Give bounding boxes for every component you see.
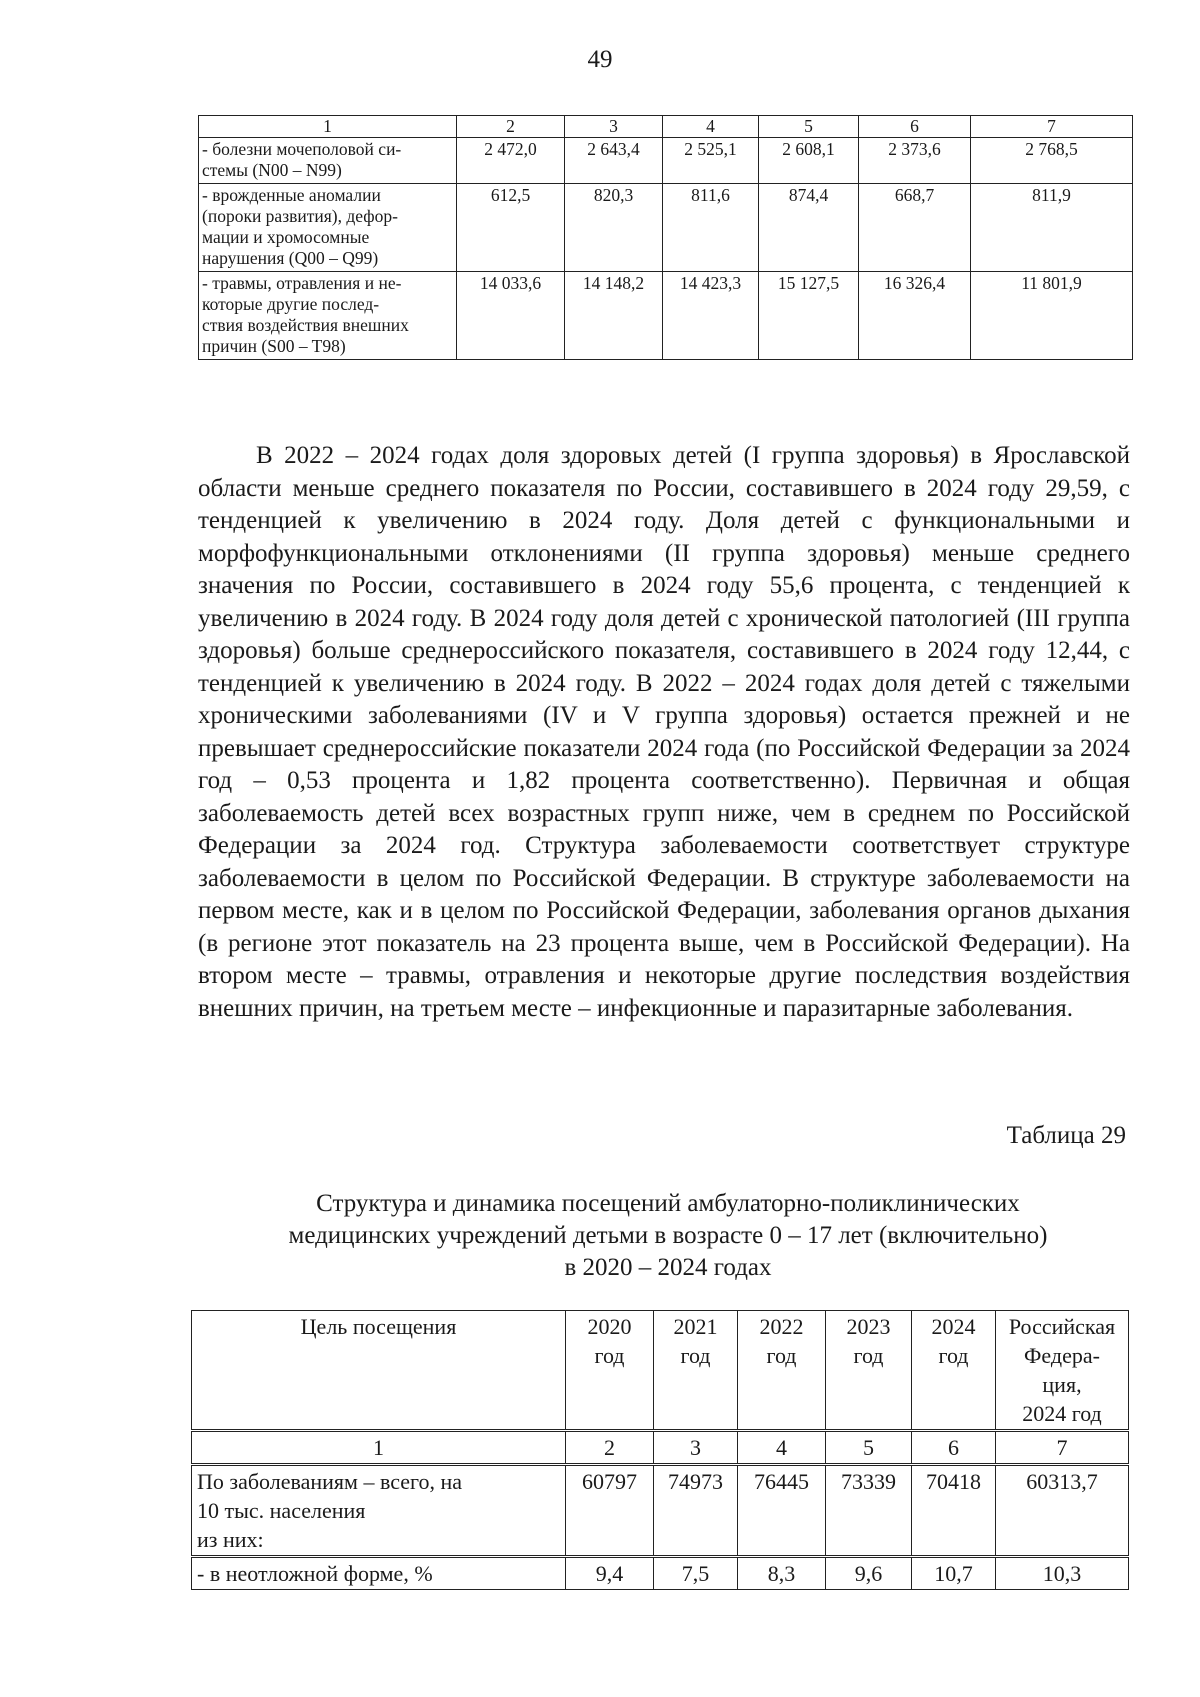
value-cell: 874,4 <box>759 184 859 272</box>
value-cell: 14 033,6 <box>457 272 565 360</box>
header-cell: 2 <box>457 116 565 138</box>
header-cell: 7 <box>971 116 1133 138</box>
numbering-cell: 7 <box>996 1431 1129 1465</box>
header-cell: 2024 год <box>912 1311 996 1431</box>
value-cell: 16 326,4 <box>859 272 971 360</box>
numbering-cell: 3 <box>654 1431 738 1465</box>
morbidity-table-continued <box>198 115 1133 360</box>
value-cell: 2 768,5 <box>971 138 1133 184</box>
header-cell: 2022 год <box>738 1311 826 1431</box>
header-cell: Российская Федера- ция, 2024 год <box>996 1311 1129 1431</box>
table-number-label: Таблица 29 <box>1006 1122 1126 1149</box>
header-cell: Цель посещения <box>192 1311 566 1431</box>
header-cell: 2021 год <box>654 1311 738 1431</box>
header-cell: 1 <box>199 116 457 138</box>
table-header-row <box>199 116 1133 138</box>
value-cell: 2 643,4 <box>565 138 663 184</box>
value-cell: 14 148,2 <box>565 272 663 360</box>
value-cell: 2 608,1 <box>759 138 859 184</box>
value-cell: 811,9 <box>971 184 1133 272</box>
header-cell: 2023 год <box>826 1311 912 1431</box>
value-cell: 668,7 <box>859 184 971 272</box>
table-row <box>192 1465 1129 1557</box>
value-cell: 2 472,0 <box>457 138 565 184</box>
table-header-row <box>192 1311 1129 1431</box>
value-cell: 9,4 <box>566 1557 654 1590</box>
value-cell: 73339 <box>826 1465 912 1557</box>
value-cell: 14 423,3 <box>663 272 759 360</box>
value-cell: 612,5 <box>457 184 565 272</box>
value-cell: 8,3 <box>738 1557 826 1590</box>
value-cell: 74973 <box>654 1465 738 1557</box>
row-label: - врожденные аномалии (пороки развития), дефор- мации и хромосомные нарушения (Q00 – Q99) <box>199 184 457 272</box>
value-cell: 820,3 <box>565 184 663 272</box>
body-paragraph: В 2022 – 2024 годах доля здоровых детей (I группа здоровья) в Ярославской области меньше среднего показателя по России, составившего в 2024 году 29,59, с тенденцией к увеличению в 2024 году. Доля детей с функциональными и морфофункциональными отклонениями (II группа здоровья) меньше среднего значения по России, составившего в 2024 году 55,6 процента, с тенденцией к увеличению в 2024 году. В 2024 году доля детей с хронической патологией (III группа здоровья) больше среднероссийского показателя, составившего в 2024 году 12,44, с тенденцией к увеличению в 2024 году. В 2022 – 2024 годах доля детей с тяжелыми хроническими заболеваниями (IV и V группа здоровья) остается прежней и не превышает среднероссийские показатели 2024 года (по Российской Федерации за 2024 год – 0,53 процента и 1,82 процента соответственно). Первичная и общая заболеваемость детей всех возрастных групп ниже, чем в среднем по Российской Федерации за 2024 год. Структура заболеваемости соответствует структуре заболеваемости в целом по Российской Федерации. В структуре заболеваемости на первом месте, как и в целом по Российской Федерации, заболевания органов дыхания (в регионе этот показатель на 23 процента выше, чем в Российской Федерации). На втором месте – травмы, отравления и некоторые другие последствия воздействия внешних причин, на третьем месте – инфекционные и паразитарные заболевания. <box>198 442 1130 1022</box>
value-cell: 76445 <box>738 1465 826 1557</box>
row-label: По заболеваниям – всего, на 10 тыс. населения из них: <box>192 1465 566 1557</box>
column-numbering-row <box>192 1431 1129 1465</box>
table-title: Структура и динамика посещений амбулаторно-поликлинических медицинских учреждений детьми в возрасте 0 – 17 лет (включительно) в 2020 – 2024 годах <box>288 1190 1048 1281</box>
value-cell: 2 373,6 <box>859 138 971 184</box>
table-row <box>199 184 1133 272</box>
row-label: - в неотложной форме, % <box>192 1557 566 1590</box>
row-label: - травмы, отравления и не- которые другие послед- ствия воздействия внешних причин (S00 – T98) <box>199 272 457 360</box>
numbering-cell: 1 <box>192 1431 566 1465</box>
header-cell: 4 <box>663 116 759 138</box>
numbering-cell: 4 <box>738 1431 826 1465</box>
value-cell: 15 127,5 <box>759 272 859 360</box>
table-row <box>199 272 1133 360</box>
value-cell: 811,6 <box>663 184 759 272</box>
table-row <box>199 138 1133 184</box>
value-cell: 9,6 <box>826 1557 912 1590</box>
table-row <box>192 1557 1129 1590</box>
visits-table <box>191 1310 1129 1590</box>
value-cell: 10,7 <box>912 1557 996 1590</box>
numbering-cell: 6 <box>912 1431 996 1465</box>
page-number: 49 <box>587 46 613 73</box>
value-cell: 60797 <box>566 1465 654 1557</box>
value-cell: 7,5 <box>654 1557 738 1590</box>
header-cell: 5 <box>759 116 859 138</box>
header-cell: 6 <box>859 116 971 138</box>
value-cell: 11 801,9 <box>971 272 1133 360</box>
value-cell: 2 525,1 <box>663 138 759 184</box>
header-cell: 3 <box>565 116 663 138</box>
row-label: - болезни мочеполовой си- стемы (N00 – N99) <box>199 138 457 184</box>
value-cell: 70418 <box>912 1465 996 1557</box>
value-cell: 10,3 <box>996 1557 1129 1590</box>
header-cell: 2020 год <box>566 1311 654 1431</box>
numbering-cell: 2 <box>566 1431 654 1465</box>
value-cell: 60313,7 <box>996 1465 1129 1557</box>
numbering-cell: 5 <box>826 1431 912 1465</box>
